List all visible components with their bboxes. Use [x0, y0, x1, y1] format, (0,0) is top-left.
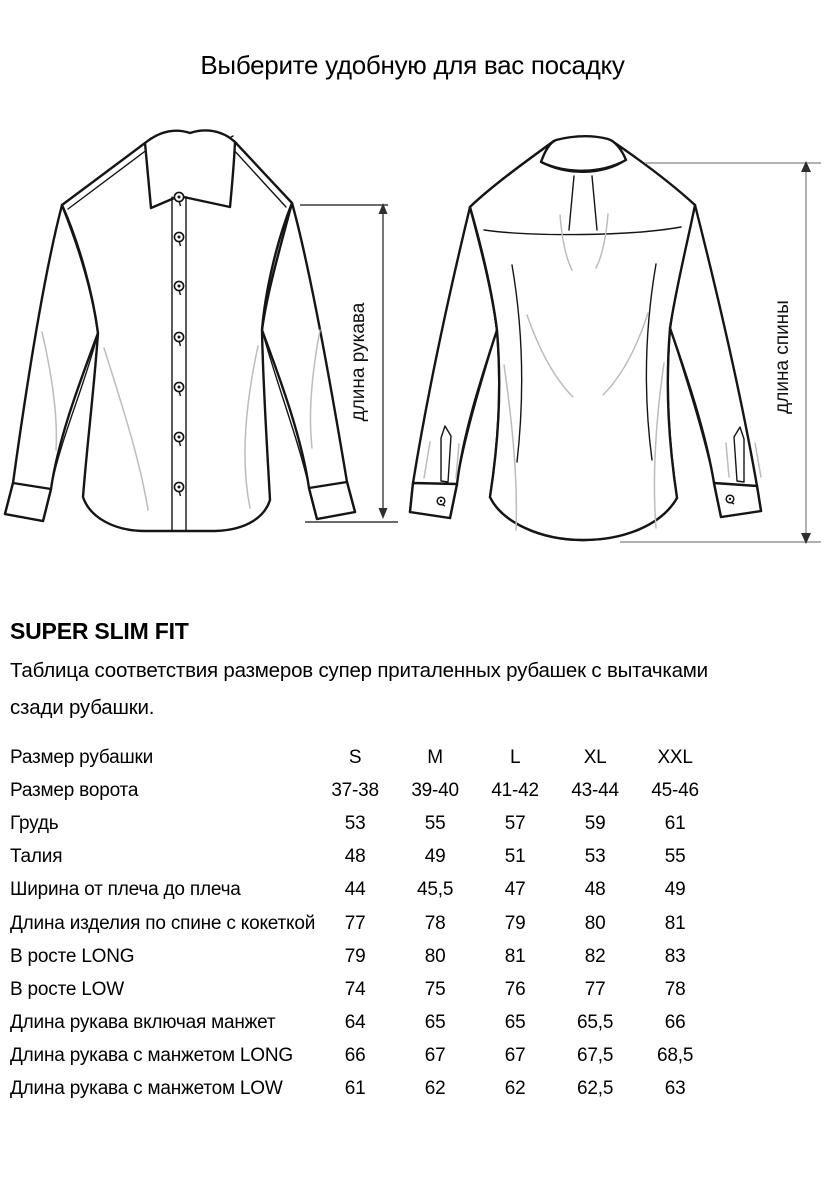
size-table	[10, 741, 715, 1106]
back-length-label: длина спины	[772, 300, 793, 414]
fit-description-line: Таблица соответствия размеров супер приталенных рубашек с вытачками	[10, 659, 708, 682]
row-label: Длина рукава с манжетом LOW	[10, 1078, 283, 1100]
table-row	[10, 807, 715, 840]
cell: 81	[664, 912, 686, 934]
cell: 66	[344, 1045, 366, 1067]
cell: 64	[344, 1012, 366, 1034]
cell: 83	[664, 945, 686, 967]
sleeve-length-label: длина рукава	[348, 302, 369, 422]
cell: 43-44	[571, 779, 619, 801]
cell: 55	[424, 812, 446, 834]
cell: 62	[504, 1078, 526, 1100]
cell: 75	[424, 978, 446, 1000]
cell: M	[427, 746, 443, 768]
cell: 76	[504, 978, 526, 1000]
cell: 81	[504, 945, 526, 967]
cell: S	[348, 746, 362, 768]
cell: 66	[664, 1012, 686, 1034]
shirt-front-drawing	[5, 130, 355, 531]
cell: 37-38	[331, 779, 379, 801]
cell: 55	[664, 846, 686, 868]
cell: 77	[584, 978, 606, 1000]
table-row	[10, 841, 715, 874]
table-row	[10, 1073, 715, 1106]
cell: 78	[664, 978, 686, 1000]
cell: 82	[584, 945, 606, 967]
row-label: Размер ворота	[10, 779, 139, 801]
cell: 80	[424, 945, 446, 967]
cell: 77	[344, 912, 366, 934]
cell: 67,5	[577, 1045, 614, 1067]
table-row	[10, 874, 715, 907]
table-row	[10, 907, 715, 940]
cell: 57	[504, 812, 526, 834]
cell: 48	[584, 879, 606, 901]
page-title: Выберите удобную для вас посадку	[200, 50, 625, 80]
shirt-back-drawing	[410, 136, 761, 540]
cell: L	[509, 746, 521, 768]
cell: 44	[344, 879, 366, 901]
cell: 61	[664, 812, 686, 834]
table-row	[10, 973, 715, 1006]
cell: 47	[504, 879, 526, 901]
table-row	[10, 774, 715, 807]
cell: 41-42	[491, 779, 539, 801]
cell: 49	[424, 846, 446, 868]
cell: 51	[504, 846, 526, 868]
cell: 62	[424, 1078, 446, 1100]
cell: 45-46	[651, 779, 699, 801]
cell: 65	[504, 1012, 526, 1034]
table-row	[10, 741, 715, 774]
cell: 53	[584, 846, 606, 868]
cell: XL	[583, 746, 607, 768]
cell: 67	[424, 1045, 446, 1067]
fit-description-line: сзади рубашки.	[10, 696, 155, 719]
cell: 63	[664, 1078, 686, 1100]
cell: 53	[344, 812, 366, 834]
row-label: В росте LOW	[10, 978, 124, 1000]
cell: 48	[344, 846, 366, 868]
cell: 39-40	[411, 779, 459, 801]
row-label: Размер рубашки	[10, 746, 154, 768]
cell: 59	[584, 812, 606, 834]
row-label: Грудь	[10, 812, 59, 834]
cell: 80	[584, 912, 606, 934]
cell: 65,5	[577, 1012, 614, 1034]
cell: 74	[344, 978, 366, 1000]
table-row	[10, 1040, 715, 1073]
cell: 65	[424, 1012, 446, 1034]
cell: 49	[664, 879, 686, 901]
cell: 61	[344, 1078, 366, 1100]
cell: 68,5	[657, 1045, 694, 1067]
cell: 62,5	[577, 1078, 614, 1100]
cell: 78	[424, 912, 446, 934]
table-row	[10, 940, 715, 973]
row-label: Длина изделия по спине с кокеткой	[10, 912, 316, 934]
row-label: В росте LONG	[10, 945, 135, 967]
shirt-fit-diagram	[0, 110, 825, 590]
table-row	[10, 1007, 715, 1040]
cell: 79	[344, 945, 366, 967]
cell: 67	[504, 1045, 526, 1067]
cell: XXL	[657, 746, 693, 768]
fit-heading: SUPER SLIM FIT	[10, 618, 189, 644]
row-label: Длина рукава включая манжет	[10, 1012, 276, 1034]
cell: 79	[504, 912, 526, 934]
row-label: Ширина от плеча до плеча	[10, 879, 241, 901]
fit-description	[10, 652, 810, 726]
row-label: Талия	[10, 846, 63, 868]
row-label: Длина рукава с манжетом LONG	[10, 1045, 293, 1067]
cell: 45,5	[417, 879, 454, 901]
